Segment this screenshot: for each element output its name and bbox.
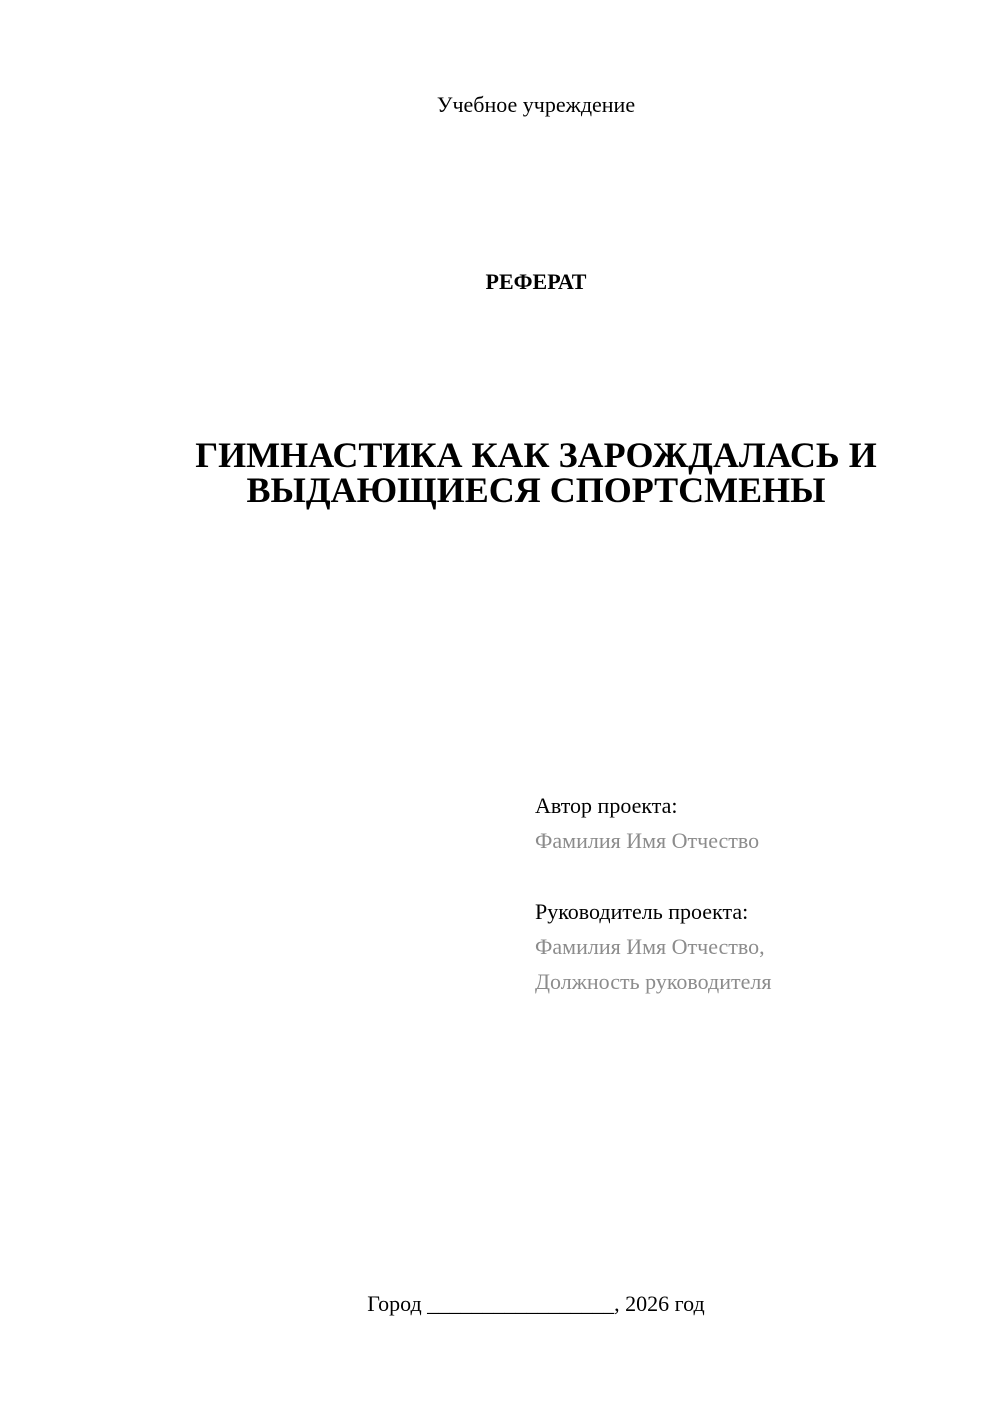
- essay-title: [0, 435, 1000, 510]
- supervisor-position: Должность руководителя: [535, 969, 772, 994]
- essay-title-line-1: ГИМНАСТИКА КАК ЗАРОЖДАЛАСЬ И: [195, 435, 877, 475]
- supervisor-name: Фамилия Имя Отчество,: [535, 934, 765, 959]
- essay-title-line-2: ВЫДАЮЩИЕСЯ СПОРТСМЕНЫ: [246, 470, 826, 510]
- document-type-heading: РЕФЕРАТ: [485, 269, 587, 294]
- institution-name: Учебное учреждение: [436, 92, 636, 117]
- city-year-line: Город _________________, 2026 год: [367, 1291, 705, 1316]
- project-info-block: [535, 788, 955, 999]
- supervisor-label: Руководитель проекта:: [535, 899, 749, 924]
- author-label: Автор проекта:: [535, 793, 678, 818]
- author-name: Фамилия Имя Отчество: [535, 828, 760, 853]
- info-spacer: [535, 858, 955, 894]
